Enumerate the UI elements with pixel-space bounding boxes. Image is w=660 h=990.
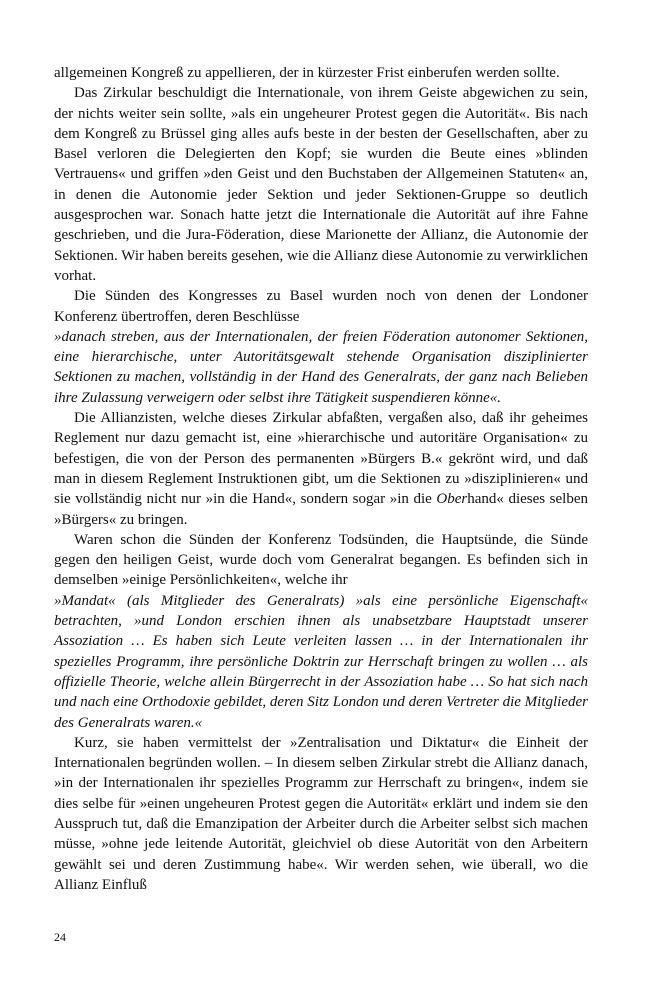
page-text bbox=[54, 63, 588, 895]
quote-hierarchical-organisation: »danach streben, aus der Internationalen, der freien Föderation autonomer Sektionen, eine hierarchische, unter Autoritätsgewalt stehende Organisation disziplinierter Sektionen zu machen, vollständig in der Hand des Generalrats, der ganz nach Belieben ihre Zulassung verweigern oder selbst ihre Tätigkeit suspendieren könne«. bbox=[54, 328, 588, 406]
quote-mandat-orthodoxie: »Mandat« (als Mitglieder des Generalrats) »als eine persönliche Eigenschaft« betrachten, »und London erschien ihnen als unabsetzbare Hauptstadt unserer Assoziation … Es haben sich Leute verleiten lassen … in der Internationalen ihr spezielles Programm, ihre persönliche Doktrin zur Herrschaft bringen zu wollen … als offizielle Theorie, welche allein Bürgerrecht in der Assoziation habe … So hat sich nach und nach eine Orthodoxie gebildet, deren Sitz London und deren Vertreter die Mitglieder des Generalrats waren.« bbox=[54, 592, 588, 731]
paragraph-continuation: allgemeinen Kongreß zu appellieren, der in kürzester Frist einberufen werden sollte. bbox=[54, 65, 560, 81]
paragraph-basel-london-sins: Die Sünden des Kongresses zu Basel wurden noch von denen der Londoner Konferenz übertroffen, deren Beschlüsse bbox=[54, 288, 588, 325]
page-number: 24 bbox=[54, 930, 66, 944]
paragraph-todsuenden: Waren schon die Sünden der Konferenz Todsünden, die Hauptsünde, die Sünde gegen den heiligen Geist, wurde doch vom Generalrat begangen. Es befinden sich in demselben »einige Persönlichkeiten«, welche ihr bbox=[54, 531, 588, 589]
paragraph-zentralisation-diktatur: Kurz, sie haben vermittelst der »Zentralisation und Diktatur« die Einheit der Internationalen begründen wollen. – In diesem selben Zirkular strebt die Allianz danach, »in der Internationalen ihr spezielles Programm zur Herrschaft zu bringen«, indem sie dies selbe für »einen ungeheuren Protest gegen die Autorität« erklärt und indem sie den Ausspruch tut, daß die Emanzipation der Arbeiter durch die Arbeiter selbst sich machen müsse, »ohne jede leitende Autorität, gleichviel ob diese Autorität von den Arbeitern gewählt sei und deren Zustimmung habe«. Wir werden sehen, wie überall, wo die Allianz Einfluß bbox=[54, 734, 588, 893]
paragraph-allianzisten: Die Allianzisten, welche dieses Zirkular abfaßten, vergaßen also, daß ihr geheimes Reglement nur dazu gemacht ist, eine »hierarchische und autoritäre Organisation« zu befestigen, die von der Person des permanenten »Bürgers B.« gekrönt wird, und daß man in diesem Reglement Instruktionen gibt, um die Sektionen zu »disziplinieren« und sie vollständig nicht nur »in die Hand«, sondern sogar »in die Oberhand« dieses selben »Bürgers« zu bringen. bbox=[54, 410, 588, 528]
paragraph-circular-accusation: Das Zirkular beschuldigt die Internationale, von ihrem Geiste abgewichen zu sein, der nichts weiter sein sollte, »als ein ungeheurer Protest gegen die Autorität«. Bis nach dem Kongreß zu Brüssel ging alles aufs beste in der besten der Gesellschaften, aber zu Basel verloren die Delegierten den Kopf; sie wurden die Beute eines »blinden Vertrauens« und griffen »den Geist und den Buchstaben der Allgemeinen Statuten« an, in denen die Autonomie jeder Sektion und jeder Sektionen-Gruppe so deutlich ausgesprochen war. Sonach hatte jetzt die Internationale die Autorität auf ihre Fahne geschrieben, und die Jura-Föderation, diese Marionette der Allianz, die Autonomie der Sektionen. Wir haben bereits gesehen, wie die Allianz diese Autonomie zu verwirklichen vorhat. bbox=[54, 85, 588, 284]
